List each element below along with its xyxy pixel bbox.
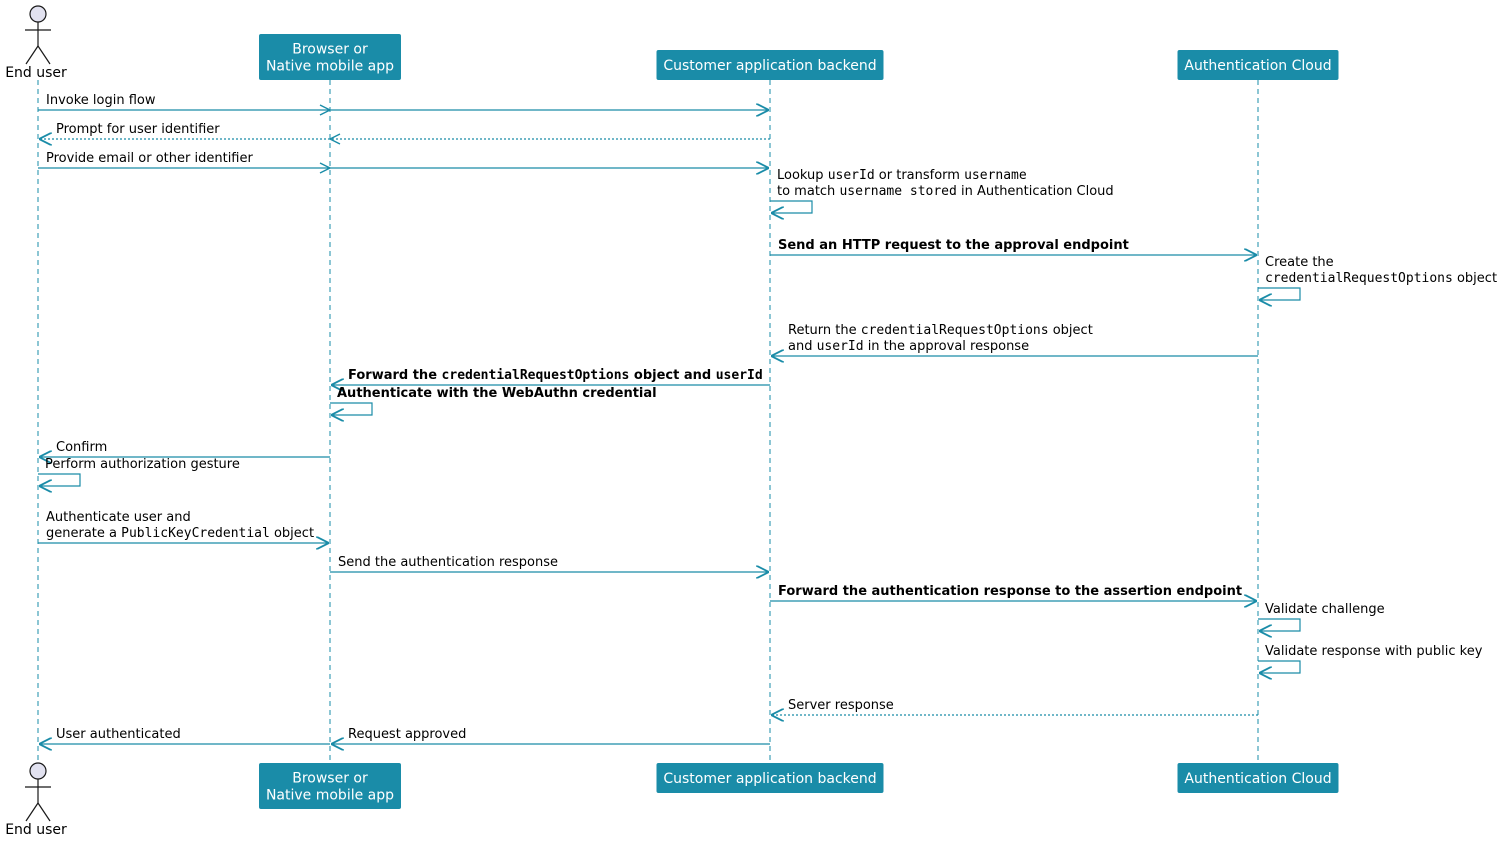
text-span: to match (777, 184, 840, 199)
participant-label: Customer application backend (663, 771, 877, 787)
text-span: Return the (788, 323, 861, 338)
message-9 (330, 386, 657, 415)
message-label (337, 386, 657, 401)
participant-label: Customer application backend (663, 58, 877, 74)
message-2 (39, 122, 770, 144)
message-label (46, 526, 314, 541)
message-arrow (770, 201, 812, 213)
participant-app-top (259, 34, 401, 80)
text-span: Invoke login flow (46, 93, 156, 108)
actor-figure-icon (25, 763, 51, 821)
participant-label: Browser or (292, 770, 368, 787)
actor-figure-icon (25, 6, 51, 64)
text-span: Server response (788, 698, 894, 713)
message-3 (38, 151, 769, 173)
message-arrow (38, 474, 80, 486)
message-14 (770, 584, 1257, 601)
text-span: object (1048, 323, 1093, 338)
via-arrowhead (330, 134, 340, 144)
participant-label: Authentication Cloud (1184, 58, 1332, 74)
text-span: Validate challenge (1265, 602, 1385, 617)
text-span: Authenticate user and (46, 510, 191, 525)
message-label (45, 457, 240, 472)
text-span: Send the authentication response (338, 555, 559, 570)
text-span: in Authentication Cloud (956, 184, 1114, 199)
participant-label: Native mobile app (265, 787, 395, 804)
message-label (1265, 255, 1334, 270)
participant-label: End user (5, 65, 67, 81)
message-label (46, 93, 156, 108)
message-8 (331, 368, 770, 385)
message-label (56, 440, 107, 455)
text-span: Forward the (348, 368, 442, 383)
message-1 (38, 93, 769, 115)
text-span: generate a (46, 526, 122, 541)
message-5 (770, 238, 1257, 255)
participant-app-bottom (259, 763, 401, 809)
participants-top (5, 6, 1338, 81)
participant-label: Native mobile app (265, 58, 395, 75)
code-span: userId (816, 339, 864, 354)
text-span: Send an HTTP request to the approval endpoint (778, 238, 1129, 253)
lifelines (38, 80, 1258, 763)
code-span: username (964, 168, 1027, 183)
message-label (777, 168, 1027, 183)
text-span: Prompt for user identifier (56, 122, 220, 137)
message-label (1265, 602, 1385, 617)
message-label (338, 555, 558, 570)
code-span: username stored (839, 184, 957, 199)
message-label (46, 151, 253, 166)
message-arrow (1258, 619, 1300, 631)
message-label (56, 727, 181, 742)
text-span: Create the (1265, 255, 1334, 270)
message-16 (1258, 644, 1483, 673)
participant-cloud-top (1178, 50, 1339, 80)
participant-label: End user (5, 822, 67, 838)
code-span: userId (715, 368, 763, 383)
message-label (778, 584, 1242, 599)
message-label (348, 368, 763, 383)
participant-backend-bottom (657, 763, 884, 793)
participant-backend-top (657, 50, 884, 80)
participant-cloud-bottom (1178, 763, 1339, 793)
text-span: Perform authorization gesture (45, 457, 240, 472)
message-label (1265, 271, 1497, 286)
message-label (777, 184, 1114, 199)
text-span: Confirm (56, 440, 108, 455)
message-label (1265, 644, 1483, 659)
message-label (348, 727, 466, 742)
message-label (788, 339, 1029, 354)
text-span: object and (629, 368, 716, 383)
messages (38, 93, 1497, 744)
code-span: credentialRequestOptions (860, 323, 1049, 338)
text-span: object (269, 526, 315, 541)
text-span: Validate response with public key (1265, 644, 1483, 659)
participant-user-top (5, 6, 67, 81)
message-19 (39, 727, 330, 744)
code-span: credentialRequestOptions (441, 368, 630, 383)
code-span: PublicKeyCredential (121, 526, 270, 541)
code-span: credentialRequestOptions (1265, 271, 1453, 286)
message-label (778, 238, 1129, 253)
message-7 (771, 323, 1258, 356)
text-span: Lookup (777, 168, 828, 183)
text-span: Authenticate with the WebAuthn credential (337, 386, 657, 401)
message-12 (38, 510, 329, 543)
message-10 (39, 440, 330, 457)
message-13 (330, 555, 769, 572)
code-span: userId (827, 168, 875, 183)
message-17 (771, 698, 1258, 715)
message-11 (38, 457, 240, 486)
text-span: Request approved (348, 727, 467, 742)
message-6 (1258, 255, 1497, 300)
participant-label: Browser or (292, 41, 368, 58)
message-label (56, 122, 220, 137)
text-span: and (788, 339, 817, 354)
text-span: object (1452, 271, 1498, 286)
message-4 (770, 168, 1114, 213)
message-label (46, 510, 191, 525)
participants-bottom (5, 763, 1338, 838)
text-span: User authenticated (56, 727, 181, 742)
participant-label: Authentication Cloud (1184, 771, 1332, 787)
message-15 (1258, 602, 1385, 631)
participant-user-bottom (5, 763, 67, 838)
message-arrow (330, 403, 372, 415)
text-span: or transform (874, 168, 965, 183)
message-arrow (1258, 661, 1300, 673)
text-span: in the approval response (863, 339, 1030, 354)
message-18 (331, 727, 770, 744)
text-span: Provide email or other identifier (46, 151, 253, 166)
text-span: Forward the authentication response to the assertion endpoint (778, 584, 1243, 599)
message-label (788, 323, 1093, 338)
message-arrow (1258, 288, 1300, 300)
message-label (788, 698, 894, 713)
